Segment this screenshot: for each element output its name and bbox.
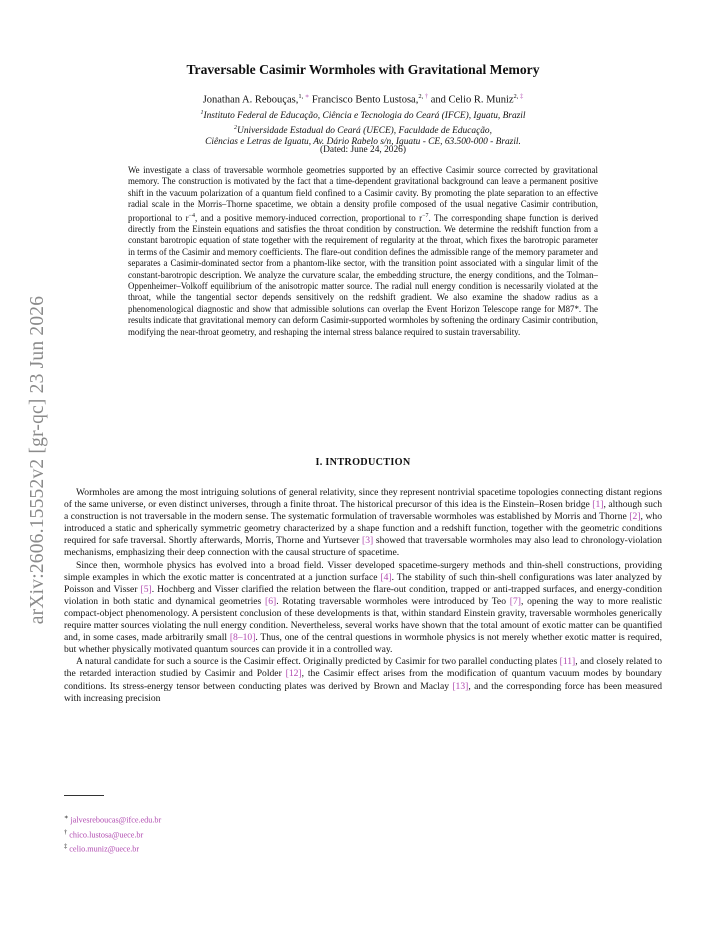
- text-run: . Rotating traversable wormholes were introduced by Teo: [276, 595, 510, 607]
- text-run: Wormholes are among the most intriguing solutions of general relativity, since they represent nontrivial spacetime topologies connecting distant regions of the same universe, or even distinct universes, through a finite throat. The historical precursor of this idea is the Einstein–Rosen bridge: [64, 487, 662, 511]
- email-link[interactable]: jalvesreboucas@ifce.edu.br: [70, 815, 162, 825]
- affil-sup: 1: [298, 93, 302, 100]
- footnote-mark: ‡: [64, 843, 68, 851]
- text-run: Since then, wormhole physics has evolved into a broad field. Visser developed spacetime-surgery methods and thin-shell constructions, providing simple examples in which the exotic matter is concentrated at a junction surface: [64, 559, 662, 583]
- email-link[interactable]: chico.lustosa@uece.br: [69, 830, 144, 840]
- citation-link[interactable]: [5]: [140, 583, 152, 595]
- footnote-mark[interactable]: ‡: [520, 93, 524, 100]
- citation-link[interactable]: [3]: [362, 535, 374, 547]
- author-name: Jonathan A. Rebouças,: [202, 94, 299, 106]
- abstract-text: We investigate a class of traversable wormhole geometries supported by an effective Casimir source corrected by gravitational memory. The construction is motivated by the fact that a time-dependent gravitational background can leave a permanent positive shift in the vacuum polarization of a quantum field confined to a Casimir cavity. By promoting the plate separation to an effective radial scale in the Morris–Thorne spacetime, we obtain a density profile composed of the usual negative Casimir contribution, proportional to r: [128, 165, 598, 223]
- paragraph: [64, 656, 662, 704]
- affil-sup: 1: [200, 110, 204, 116]
- text-run: , and closely related to the retarded interaction studied by Casimir and Polder: [64, 656, 663, 680]
- affiliation-text: Universidade Estadual do Ceará (UECE), Faculdade de Educação,: [237, 125, 492, 136]
- author-list: Jonathan A. Rebouças,$^{1, ∗}$ Francisco Bento Lustosa,$^{2, \dagger}$ and Celio R. Muniz$^{2, \ddagger}$: [202, 93, 524, 106]
- affil-sup: 2: [513, 93, 517, 100]
- affil-sup: 2: [418, 93, 422, 100]
- affil-sup: 2: [234, 124, 238, 131]
- text-run: , opening the way to more realistic compact-object phenomenology. A persistent conclusion of these developments is that, within standard Einstein gravity, traversable wormholes generically require matter sources violating the null energy condition. Nevertheless, several works have shown that the total amount of exotic matter can be quantified and, in some cases, made arbitrarily small: [64, 595, 662, 644]
- date-line: (Dated: June 24, 2026): [320, 145, 406, 155]
- citation-link[interactable]: [6]: [265, 595, 277, 607]
- footnote: [64, 841, 464, 856]
- footnotes: [64, 812, 464, 856]
- text-run: , who introduced a static and spherically symmetric geometry characterized by a shape function and a redshift function, together with the geometric conditions required for safe traversal. Shortly afterwards, Morris, Thorne and Yurtsever: [64, 511, 662, 547]
- text-run: , the Casimir effect arises from the modification of quantum vacuum modes by boundary conditions. Its stress-energy tensor between conducting plates was derived by Brown and Maclay: [64, 668, 662, 692]
- introduction-body: [64, 487, 662, 705]
- citation-link[interactable]: [12]: [285, 668, 302, 680]
- text-run: . The stability of such thin-shell configurations was later analyzed by Poisson and Visser: [64, 571, 662, 595]
- paper-title: Traversable Casimir Wormholes with Gravitational Memory: [186, 62, 540, 77]
- footnote-divider: [64, 795, 104, 796]
- citation-link[interactable]: [8–10]: [229, 632, 256, 644]
- abstract-text: , and a positive memory-induced correction, proportional to r: [195, 212, 423, 223]
- footnote-mark: †: [64, 828, 68, 836]
- citation-link[interactable]: [7]: [509, 595, 521, 607]
- footnote: [64, 827, 464, 842]
- section-heading: I. INTRODUCTION: [315, 457, 411, 468]
- abstract: [128, 165, 598, 338]
- footnote-mark[interactable]: †: [424, 93, 429, 100]
- exponent: −4: [188, 212, 195, 219]
- email-link[interactable]: celio.muniz@uece.br: [69, 845, 140, 855]
- affiliation-line: [64, 108, 662, 123]
- text-run: A natural candidate for such a source is the Casimir effect. Originally predicted by Casimir for two parallel conducting plates: [76, 656, 560, 668]
- citation-link[interactable]: [2]: [629, 511, 641, 523]
- exponent: −7: [422, 212, 429, 219]
- footnote: [64, 812, 464, 827]
- paragraph: [64, 560, 662, 657]
- author-name: Francisco Bento Lustosa,: [311, 94, 419, 106]
- text-run: , although such a construction is not traversable in the modern sense. The systematic formulation of traversable wormholes was established by Morris and Thorne: [64, 499, 662, 523]
- author-name: and Celio R. Muniz: [430, 94, 514, 106]
- text-run: showed that traversable wormholes may also lead to chronology-violation mechanisms, emphasizing their deep connection with the causal structure of spacetime.: [64, 535, 662, 559]
- citation-link[interactable]: [11]: [559, 656, 576, 668]
- abstract-text: . The corresponding shape function is derived directly from the Einstein equations and satisfies the throat condition by construction. We determine the redshift function from a constant barotropic equation of state together with the requirement of regularity at the throat, which fixes the barotropic parameter in terms of the Casimir and memory coefficients. The flare-out condition defines the admissible range of the memory parameter and separates a Casimir-dominated sector from a phantom-like sector, with the transition point associated with a singular limit of the constant-barotropic description. We analyze the curvature scalar, the embedding structure, the energy conditions, and the Tolman–Oppenheimer–Volkoff equilibrium of the anisotropic matter source. The radial null energy condition is necessarily violated at the throat, while the tangential sector depends sensitively on the redshift gradient. We also examine the shadow radius as a phenomenological diagnostic and show that admissible solutions can overlap the Event Horizon Telescope range for M87*. The results indicate that gravitational memory can deform Casimir-supported wormholes by softening the ordinary Casimir contribution, modifying the near-throat geometry, and reshaping the internal stress balance required to sustain traversability.: [128, 212, 599, 337]
- text-run: , and the corresponding force has been measured with increasing precision: [64, 680, 662, 704]
- text-run: . Hochberg and Visser clarified the relation between the flare-out condition, trapped or anti-trapped surfaces, and energy-condition violation in both static and dynamical geometries: [64, 583, 663, 607]
- affiliation-text: Ciências e Letras de Iguatu, Av. Dário Rabelo s/n, Iguatu - CE, 63.500-000 - Brazil.: [205, 137, 521, 148]
- paragraph: [64, 487, 662, 560]
- affiliations: [64, 108, 662, 149]
- citation-link[interactable]: [13]: [452, 680, 469, 692]
- footnote-mark: ∗: [64, 814, 69, 821]
- text-run: . Thus, one of the central questions in wormhole physics is not merely whether exotic matter is required, but whether physically motivated quantum sources can provide it in a controlled way.: [64, 632, 662, 656]
- citation-link[interactable]: [1]: [592, 499, 604, 511]
- affiliation-text: Instituto Federal de Educação, Ciência e Tecnologia do Ceará (IFCE), Iguatu, Brazil: [203, 111, 526, 122]
- arxiv-sidebar: [8, 270, 68, 650]
- citation-link[interactable]: [4]: [380, 571, 392, 583]
- footnote-mark[interactable]: ∗: [304, 93, 310, 100]
- arxiv-identifier[interactable]: arXiv:2606.15552v2 [gr-qc] 23 Jun 2026: [27, 295, 48, 625]
- affiliation-line: [64, 123, 662, 138]
